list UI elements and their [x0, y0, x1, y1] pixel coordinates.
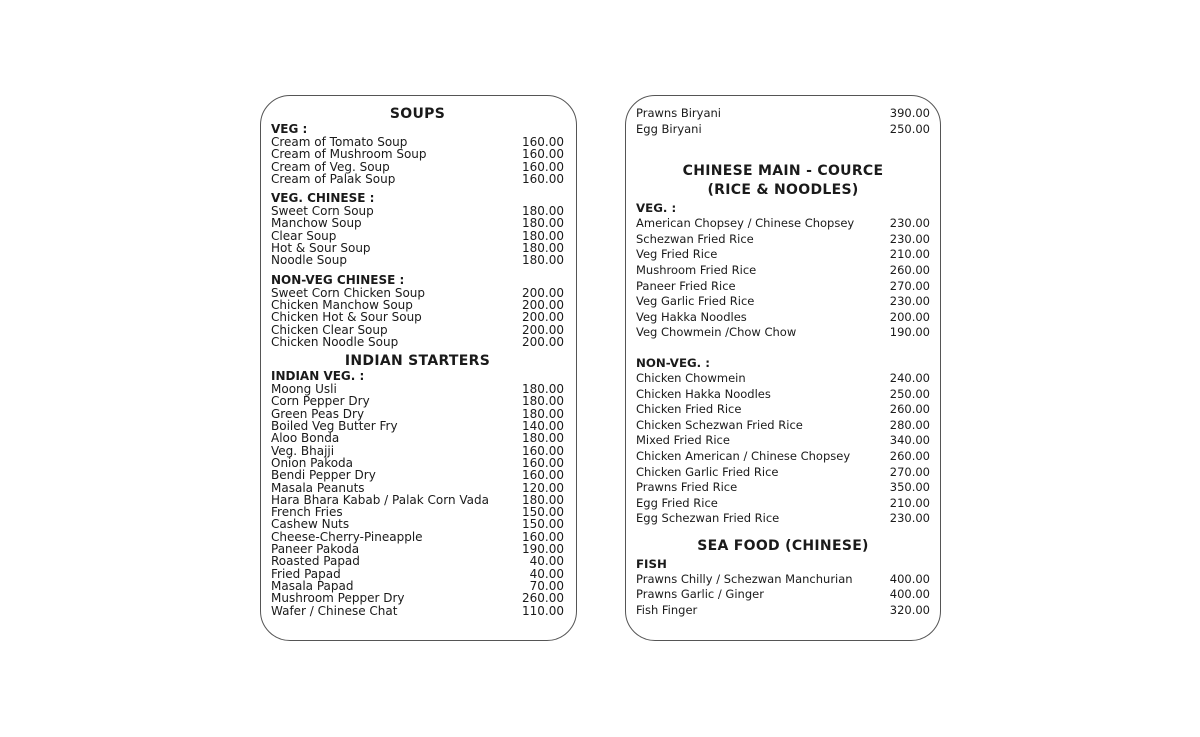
- menu-item-name: Paneer Pakoda: [271, 542, 360, 557]
- menu-item-name: Clear Soup: [271, 228, 337, 243]
- menu-item-name: Fish Finger: [636, 603, 698, 618]
- menu-item-name: Chicken Fried Rice: [636, 402, 742, 417]
- menu-item-price: 180.00: [522, 216, 564, 231]
- menu-item-price: 180.00: [522, 394, 564, 409]
- menu-item: [636, 216, 930, 232]
- menu-item-name: Veg Hakka Noodles: [636, 309, 747, 324]
- menu-item-price: 160.00: [522, 455, 564, 470]
- menu-item-price: 270.00: [889, 464, 930, 479]
- menu-item: [271, 336, 564, 348]
- menu-item-price: 180.00: [522, 382, 564, 397]
- menu-item-list: [636, 106, 930, 137]
- subsection-nonveg: NON-VEG. :: [636, 355, 710, 370]
- menu-item-price: 230.00: [889, 216, 930, 231]
- menu-item: [636, 496, 930, 512]
- menu-item-price: 160.00: [522, 468, 564, 483]
- menu-item: [271, 311, 564, 323]
- menu-item: [271, 173, 564, 185]
- menu-item: [636, 232, 930, 248]
- menu-item: [636, 247, 930, 263]
- menu-item: [636, 603, 930, 619]
- menu-item-name: Hot & Sour Soup: [271, 241, 371, 256]
- menu-item-name: Chicken Clear Soup: [271, 322, 388, 337]
- menu-item-price: 200.00: [522, 310, 564, 325]
- menu-item-price: 190.00: [889, 325, 930, 340]
- section-title-seafood: SEA FOOD (CHINESE): [697, 537, 869, 554]
- menu-item-name: Moong Usli: [271, 382, 337, 397]
- menu-item-price: 120.00: [522, 480, 564, 495]
- menu-item-price: 400.00: [889, 571, 930, 586]
- menu-item-name: Veg Chowmein /Chow Chow: [636, 325, 797, 340]
- menu-item-price: 180.00: [522, 431, 564, 446]
- menu-item-price: 260.00: [889, 262, 930, 277]
- menu-item-price: 160.00: [522, 135, 564, 149]
- menu-item-name: Cream of Palak Soup: [271, 171, 396, 186]
- subsection-fish: FISH: [636, 556, 667, 571]
- menu-item-price: 40.00: [529, 566, 564, 581]
- menu-item-price: 390.00: [889, 106, 930, 120]
- menu-item-name: Mixed Fried Rice: [636, 433, 730, 448]
- menu-item-price: 180.00: [522, 228, 564, 243]
- menu-item-price: 200.00: [522, 334, 564, 349]
- menu-item-price: 230.00: [889, 511, 930, 526]
- menu-item-name: Cream of Mushroom Soup: [271, 147, 427, 162]
- menu-item-price: 210.00: [889, 247, 930, 262]
- menu-item-name: Cheese-Cherry-Pineapple: [271, 529, 423, 544]
- menu-item-price: 160.00: [522, 159, 564, 174]
- menu-item-price: 160.00: [522, 529, 564, 544]
- menu-item-price: 40.00: [529, 554, 564, 569]
- menu-item-name: Onion Pakoda: [271, 455, 354, 470]
- menu-item-name: Hara Bhara Kabab / Palak Corn Vada: [271, 492, 490, 507]
- subsection-veg: VEG :: [271, 122, 308, 136]
- menu-item-price: 70.00: [529, 578, 564, 593]
- menu-item-name: Wafer / Chinese Chat: [271, 603, 398, 618]
- menu-item-name: Chicken Hakka Noodles: [636, 386, 771, 401]
- menu-item: [636, 572, 930, 588]
- menu-item-price: 160.00: [522, 147, 564, 162]
- menu-item-name: Cream of Veg. Soup: [271, 159, 390, 174]
- menu-item-name: Boiled Veg Butter Fry: [271, 419, 398, 434]
- menu-item-name: Chicken Noodle Soup: [271, 334, 399, 349]
- menu-item-name: Green Peas Dry: [271, 406, 365, 421]
- section-subtitle-rice-noodles: (RICE & NOODLES): [707, 182, 859, 199]
- menu-item: [636, 263, 930, 279]
- menu-item-price: 250.00: [889, 121, 930, 136]
- menu-item: [271, 432, 564, 444]
- menu-item-price: 340.00: [889, 433, 930, 448]
- menu-item: [636, 433, 930, 449]
- menu-item-price: 320.00: [889, 603, 930, 618]
- menu-item-price: 200.00: [522, 322, 564, 337]
- menu-item-name: Prawns Garlic / Ginger: [636, 587, 764, 602]
- menu-item: [636, 325, 930, 341]
- menu-item: [271, 148, 564, 160]
- menu-item-price: 180.00: [522, 406, 564, 421]
- menu-item-price: 230.00: [889, 294, 930, 309]
- menu-page-right: [625, 95, 941, 641]
- subsection-veg: VEG. :: [636, 201, 677, 216]
- menu-item: [271, 605, 564, 617]
- menu-item: [636, 122, 930, 138]
- menu-item-list: [271, 205, 564, 266]
- menu-item-price: 160.00: [522, 171, 564, 186]
- menu-item-list: [636, 572, 930, 619]
- menu-item: [636, 511, 930, 527]
- menu-item: [271, 555, 564, 567]
- menu-item: [636, 402, 930, 418]
- menu-item-name: Prawns Biryani: [636, 106, 721, 120]
- menu-page-left: [260, 95, 577, 641]
- menu-item-name: Sweet Corn Soup: [271, 204, 374, 219]
- menu-item-name: Prawns Chilly / Schezwan Manchurian: [636, 571, 853, 586]
- menu-item-name: Mushroom Pepper Dry: [271, 591, 405, 606]
- menu-item-price: 160.00: [522, 443, 564, 458]
- menu-item-name: American Chopsey / Chinese Chopsey: [636, 216, 855, 231]
- menu-item-price: 200.00: [522, 297, 564, 312]
- menu-item: [271, 324, 564, 336]
- menu-item-price: 190.00: [522, 542, 564, 557]
- subsection-veg-chinese: VEG. CHINESE :: [271, 191, 375, 206]
- menu-item: [271, 469, 564, 481]
- menu-item-list: [271, 287, 564, 348]
- menu-item-price: 200.00: [522, 285, 564, 300]
- menu-item-name: Schezwan Fried Rice: [636, 231, 754, 246]
- menu-item-name: Egg Biryani: [636, 121, 702, 136]
- subsection-nonveg-chinese: NON-VEG CHINESE :: [271, 272, 405, 287]
- subsection-indian-veg: INDIAN VEG. :: [271, 369, 365, 384]
- menu-item-price: 260.00: [889, 448, 930, 463]
- menu-item-price: 400.00: [889, 587, 930, 602]
- menu-item-name: Egg Schezwan Fried Rice: [636, 511, 780, 526]
- menu-item: [271, 592, 564, 604]
- menu-item-name: Corn Pepper Dry: [271, 394, 370, 409]
- menu-item-name: Chicken Schezwan Fried Rice: [636, 417, 803, 432]
- menu-item-name: Egg Fried Rice: [636, 495, 718, 510]
- menu-item-price: 140.00: [522, 419, 564, 434]
- menu-item: [636, 106, 930, 122]
- menu-item-name: Masala Peanuts: [271, 480, 365, 495]
- menu-item-name: Paneer Fried Rice: [636, 278, 736, 293]
- menu-item-name: Bendi Pepper Dry: [271, 468, 376, 483]
- menu-item: [636, 279, 930, 295]
- menu-item-price: 230.00: [889, 231, 930, 246]
- menu-item-name: Aloo Bonda: [271, 431, 340, 446]
- menu-item-price: 180.00: [522, 492, 564, 507]
- menu-item-price: 270.00: [889, 278, 930, 293]
- menu-item: [271, 254, 564, 266]
- menu-item-list: [271, 136, 564, 185]
- menu-item: [636, 310, 930, 326]
- menu-item-name: Sweet Corn Chicken Soup: [271, 285, 426, 300]
- menu-item-price: 240.00: [889, 370, 930, 385]
- menu-item: [271, 217, 564, 229]
- menu-item-name: Manchow Soup: [271, 216, 362, 231]
- menu-item: [271, 482, 564, 494]
- menu-item-price: 110.00: [522, 603, 564, 618]
- menu-item-price: 350.00: [889, 480, 930, 495]
- menu-item-list: [636, 371, 930, 527]
- menu-item-price: 250.00: [889, 386, 930, 401]
- menu-item-name: Masala Papad: [271, 578, 354, 593]
- menu-item-price: 260.00: [889, 402, 930, 417]
- menu-item-name: Prawns Fried Rice: [636, 480, 738, 495]
- menu-item-list: [271, 383, 564, 617]
- menu-item-name: Noodle Soup: [271, 253, 347, 268]
- menu-item-price: 180.00: [522, 241, 564, 256]
- menu-item-name: Cream of Tomato Soup: [271, 135, 408, 149]
- menu-item-price: 280.00: [889, 417, 930, 432]
- menu-item-name: Mushroom Fried Rice: [636, 262, 757, 277]
- menu-item: [636, 465, 930, 481]
- menu-item: [636, 294, 930, 310]
- menu-item-name: Cashew Nuts: [271, 517, 350, 532]
- menu-item: [271, 395, 564, 407]
- section-title-soups: SOUPS: [389, 106, 446, 122]
- menu-item: [636, 387, 930, 403]
- menu-item-name: Veg Garlic Fried Rice: [636, 294, 755, 309]
- section-title-chinese-main: CHINESE MAIN - COURCE: [682, 163, 884, 180]
- menu-item-price: 210.00: [889, 495, 930, 510]
- menu-item: [271, 518, 564, 530]
- menu-item-name: Fried Papad: [271, 566, 341, 581]
- menu-item-name: Veg Fried Rice: [636, 247, 718, 262]
- menu-item-name: Chicken Garlic Fried Rice: [636, 464, 779, 479]
- menu-item-price: 180.00: [522, 204, 564, 219]
- menu-item-name: French Fries: [271, 505, 343, 520]
- menu-item-name: Chicken Manchow Soup: [271, 297, 413, 312]
- section-title-indian-starters: INDIAN STARTERS: [344, 353, 491, 370]
- menu-item: [636, 587, 930, 603]
- menu-item-price: 150.00: [522, 505, 564, 520]
- menu-item-name: Chicken American / Chinese Chopsey: [636, 448, 851, 463]
- menu-item: [636, 480, 930, 496]
- menu-item: [636, 449, 930, 465]
- menu-item: [636, 371, 930, 387]
- menu-item-price: 150.00: [522, 517, 564, 532]
- menu-item-name: Chicken Hot & Sour Soup: [271, 310, 422, 325]
- menu-item-price: 260.00: [522, 591, 564, 606]
- menu-item-name: Chicken Chowmein: [636, 370, 746, 385]
- menu-item: [636, 418, 930, 434]
- menu-item-price: 200.00: [889, 309, 930, 324]
- menu-item-list: [636, 216, 930, 341]
- menu-item-price: 180.00: [522, 253, 564, 268]
- menu-item-name: Roasted Papad: [271, 554, 360, 569]
- menu-item-name: Veg. Bhajji: [271, 443, 335, 458]
